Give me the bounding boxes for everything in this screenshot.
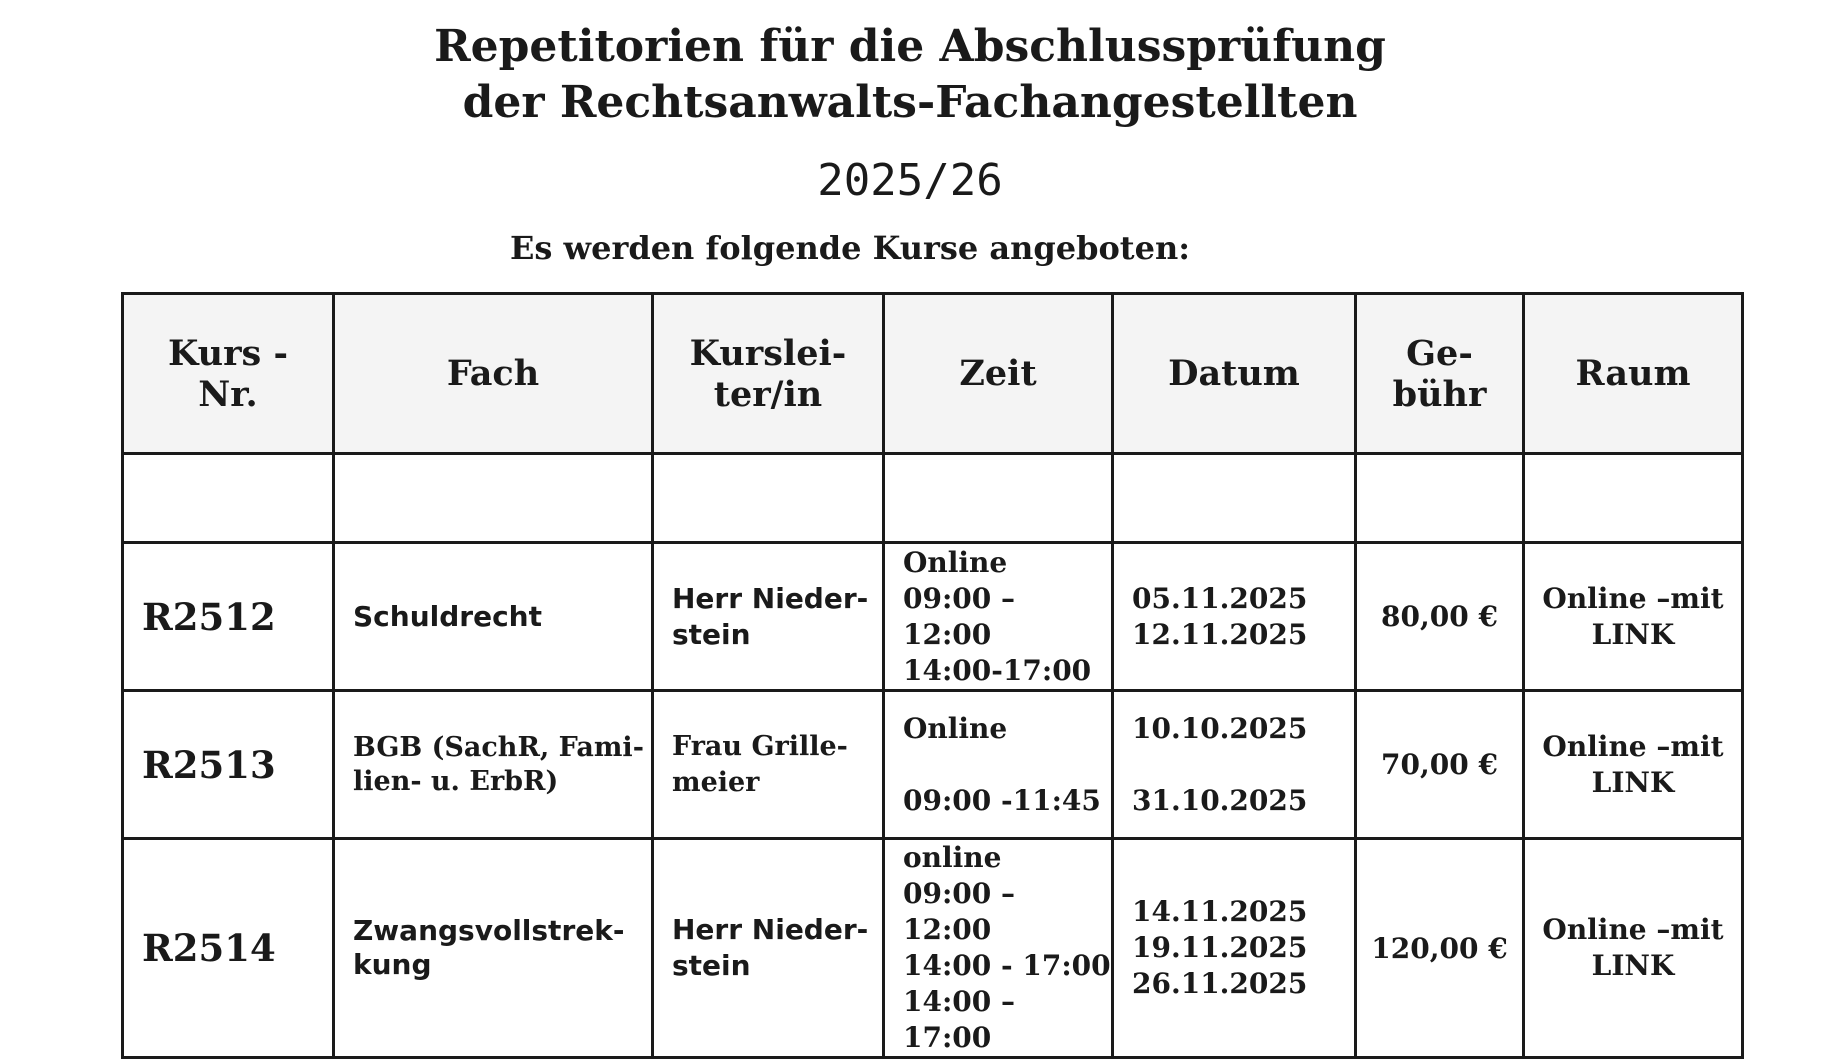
course-time: Online 09:00 -11:45 <box>884 691 1113 839</box>
school-year: 2025/26 <box>817 155 1003 206</box>
course-room: Online –mit LINK <box>1524 839 1743 1058</box>
course-dates: 05.11.2025 12.11.2025 <box>1113 543 1356 691</box>
empty-cell <box>334 454 653 543</box>
table-row-empty <box>123 454 1743 543</box>
course-fee: 120,00 € <box>1356 839 1524 1058</box>
empty-cell <box>1113 454 1356 543</box>
empty-cell <box>123 454 334 543</box>
header-datum: Datum <box>1113 294 1356 454</box>
course-subject: BGB (SachR, Fami- lien- u. ErbR) <box>334 691 653 839</box>
course-subject: Zwangsvollstrek- kung <box>334 839 653 1058</box>
course-subject: Schuldrecht <box>334 543 653 691</box>
course-dates: 14.11.2025 19.11.2025 26.11.2025 <box>1113 839 1356 1058</box>
course-instructor: Frau Grille- meier <box>653 691 884 839</box>
header-zeit: Zeit <box>884 294 1113 454</box>
header-kursleiter: Kurslei- ter/in <box>653 294 884 454</box>
table-header-row <box>123 294 1743 454</box>
course-fee: 70,00 € <box>1356 691 1524 839</box>
header-gebuehr: Ge- bühr <box>1356 294 1524 454</box>
course-number: R2512 <box>123 543 334 691</box>
course-instructor: Herr Nieder- stein <box>653 839 884 1058</box>
course-room: Online –mit LINK <box>1524 691 1743 839</box>
header-raum: Raum <box>1524 294 1743 454</box>
intro-text: Es werden folgende Kurse angeboten: <box>510 229 1191 267</box>
table-row <box>123 543 1743 691</box>
course-room: Online –mit LINK <box>1524 543 1743 691</box>
empty-cell <box>1524 454 1743 543</box>
empty-cell <box>653 454 884 543</box>
empty-cell <box>1356 454 1524 543</box>
header-kursnr: Kurs - Nr. <box>123 294 334 454</box>
table-row <box>123 839 1743 1058</box>
course-fee: 80,00 € <box>1356 543 1524 691</box>
header-fach: Fach <box>334 294 653 454</box>
empty-cell <box>884 454 1113 543</box>
document-title-line-1: Repetitorien für die Abschlussprüfung <box>434 21 1386 72</box>
course-time: Online 09:00 – 12:00 14:00-17:00 <box>884 543 1113 691</box>
course-dates: 10.10.2025 31.10.2025 <box>1113 691 1356 839</box>
course-number: R2513 <box>123 691 334 839</box>
course-time: online 09:00 – 12:00 14:00 - 17:00 14:00 – 17:00 <box>884 839 1113 1058</box>
course-table <box>121 292 1744 1059</box>
course-number: R2514 <box>123 839 334 1058</box>
course-instructor: Herr Nieder- stein <box>653 543 884 691</box>
document-title-line-2: der Rechtsanwalts-Fachangestellten <box>462 77 1358 128</box>
table-row <box>123 691 1743 839</box>
